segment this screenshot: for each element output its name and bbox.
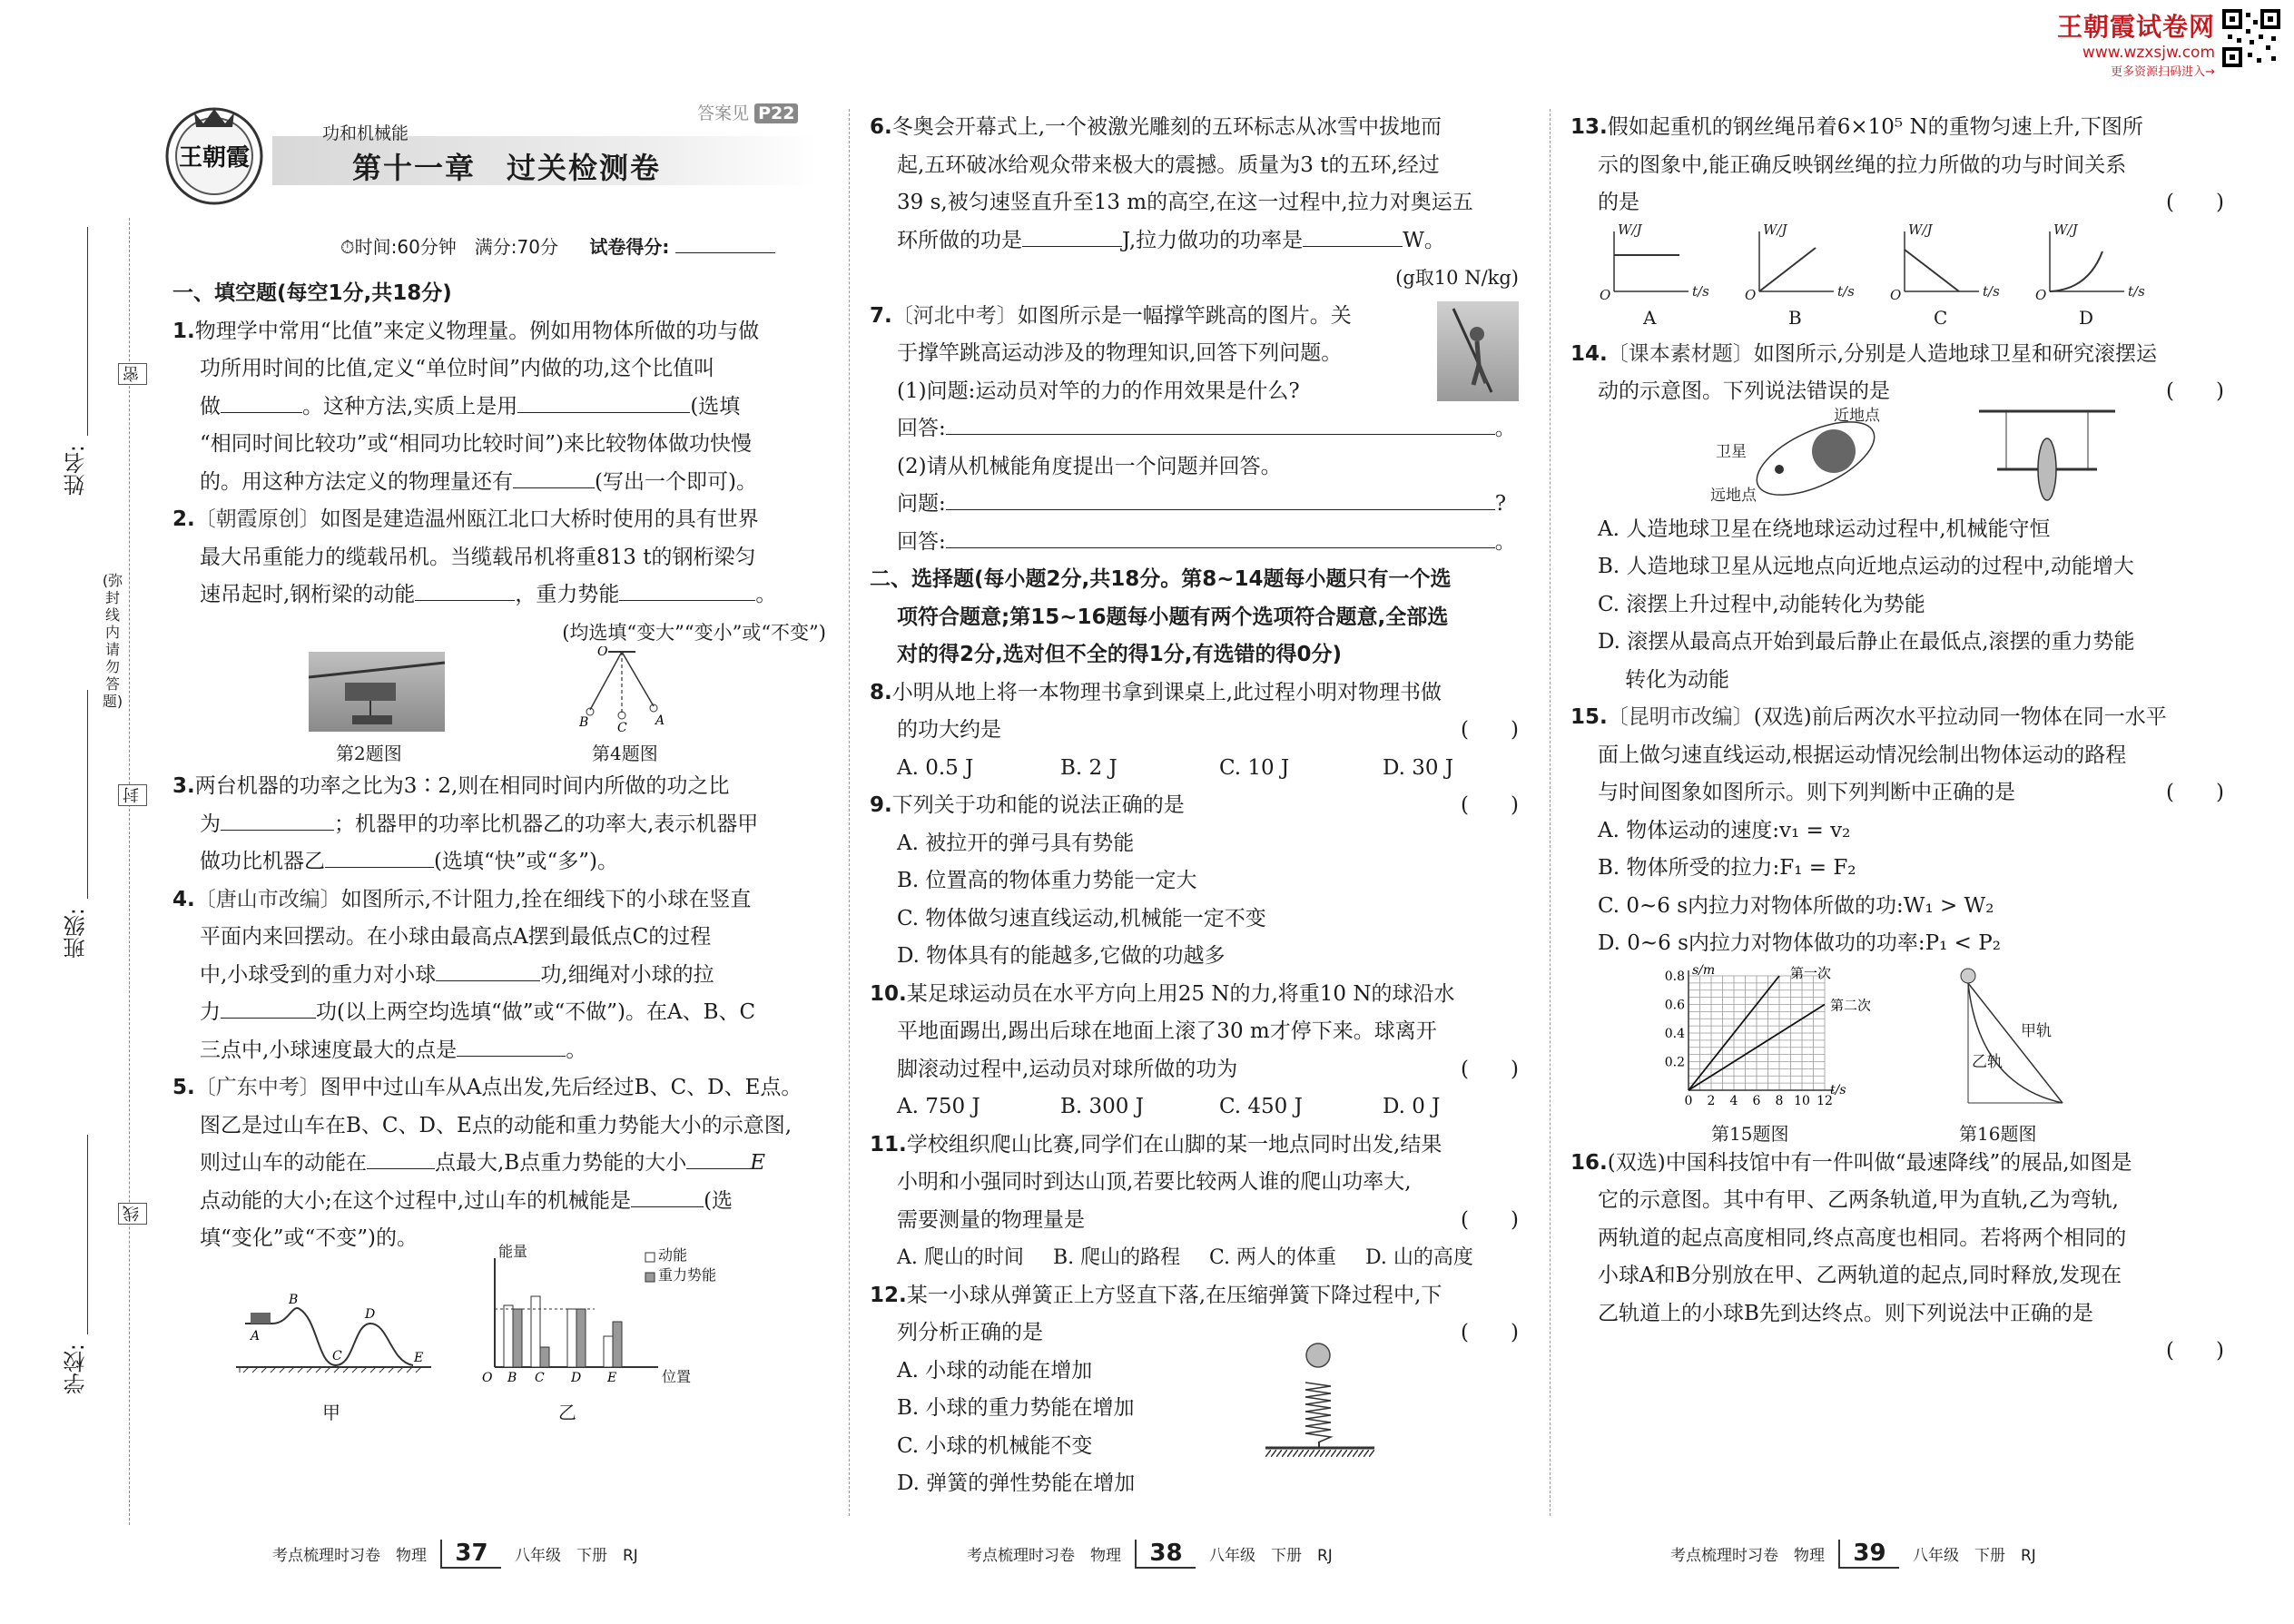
track-yi-label: 乙轨 xyxy=(1972,1052,2003,1071)
section-2-line3: 对的得2分,选对但不全的得1分,有选错的得0分) xyxy=(897,643,1342,666)
q1-line4: “相同时间比较功”或“相同功比较时间”)来比较物体做功快慢 xyxy=(200,432,753,456)
q13-graph-a[interactable] xyxy=(1598,221,1716,332)
x-tick-label: 4 xyxy=(1729,1093,1738,1108)
q1-line3c: (选填 xyxy=(690,394,741,418)
column-divider-2 xyxy=(1550,109,1551,1516)
brachistochrone-figure xyxy=(1952,967,2070,1112)
class-field-label: 班级: xyxy=(64,908,89,960)
q4-line3b: 功,细绳对小球的拉 xyxy=(540,962,714,987)
svg-text:O: O xyxy=(597,646,608,659)
q16-line2: 它的示意图。其中有甲、乙两条轨道,甲为直轨,乙为弯轨, xyxy=(1598,1188,2119,1212)
q10-option-c[interactable]: C. 450 J xyxy=(1219,1095,1303,1118)
q15-line1: (双选)前后两次水平拉动同一物体在同一水平 xyxy=(1753,705,2167,729)
roller-coaster-figure xyxy=(236,1267,436,1394)
section-1-heading: 一、填空题(每空1分,共18分) xyxy=(172,281,452,305)
q1-line3a: 做 xyxy=(200,394,221,418)
q8-option-c[interactable]: C. 10 J xyxy=(1219,755,1290,780)
school-field-line[interactable] xyxy=(87,1135,88,1334)
column-3 xyxy=(1570,109,2224,1371)
q11-line3: 需要测量的物理量是 xyxy=(897,1207,1085,1232)
q16-line4: 小球A和B分别放在甲、乙两轨道的起点,同时释放,发现在 xyxy=(1598,1264,2122,1287)
q13-line3: 的是 xyxy=(1598,191,1639,214)
question-11 xyxy=(870,1127,1519,1277)
q5-blank-3[interactable] xyxy=(631,1183,704,1207)
q1-number: 1. xyxy=(172,319,195,343)
maxwell-wheel-figure xyxy=(1970,404,2124,508)
q13-c-axis-t: t/s xyxy=(1983,282,2000,300)
q13-graph-c[interactable] xyxy=(1888,221,2006,332)
q13-b-axis-o: O xyxy=(1745,286,1757,303)
question-14 xyxy=(1570,336,2224,700)
q12-answer-paren[interactable]: ( ) xyxy=(1461,1321,1519,1344)
q15-option-c[interactable]: C. 0~6 s内拉力对物体所做的功:W₁ > W₂ xyxy=(1598,893,1994,918)
q8-option-d[interactable]: D. 30 J xyxy=(1383,755,1454,780)
q8-option-a[interactable]: A. 0.5 J xyxy=(897,755,974,780)
q10-options xyxy=(870,1088,1519,1127)
q2-line3c: 。 xyxy=(755,583,777,606)
q5-line2: 图乙是过山车在B、C、D、E点的动能和重力势能大小的示意图, xyxy=(200,1113,793,1137)
svg-text:C: C xyxy=(617,721,627,733)
q6-blank-1[interactable] xyxy=(1022,222,1122,247)
q8-line2: 的功大约是 xyxy=(897,718,1001,742)
q13-a-axis-t: t/s xyxy=(1692,282,1709,300)
q7-answer1-input[interactable] xyxy=(946,410,1495,435)
q2-blank-2[interactable] xyxy=(619,576,755,601)
question-9 xyxy=(870,787,1519,976)
q14-source: 〔课本素材题〕 xyxy=(1607,341,1754,366)
answer-ref xyxy=(697,100,798,124)
q13-graphs xyxy=(1570,222,2224,336)
section-2-heading xyxy=(870,561,1519,674)
question-6 xyxy=(870,109,1519,298)
svg-text:B: B xyxy=(507,1370,517,1385)
q4-line4b: 功(以上两空均选填“做”或“不做”)。在A、B、C xyxy=(316,1000,756,1024)
logo-text: 王朝霞 xyxy=(178,144,251,172)
footer-page-39 xyxy=(1670,1540,2036,1567)
q13-answer-paren[interactable]: ( ) xyxy=(2166,191,2224,214)
q12-line2: 列分析正确的是 xyxy=(897,1321,1043,1344)
seal-note: (弥封线内请勿答题) xyxy=(102,572,123,710)
q6-line1: 冬奥会开幕式上,一个被激光雕刻的五环标志从冰雪中拔地而 xyxy=(891,115,1442,139)
page-number: 38 xyxy=(1135,1540,1195,1569)
q16-number: 16. xyxy=(1570,1150,1608,1175)
track-jia-label: 甲轨 xyxy=(2021,1021,2052,1040)
legend-potential: 重力势能 xyxy=(658,1265,717,1284)
svg-text:C: C xyxy=(535,1370,545,1385)
q5-line4b: (选 xyxy=(704,1188,733,1213)
axis-energy-label: 能量 xyxy=(498,1242,528,1260)
q12-option-b[interactable]: B. 小球的重力势能在增加 xyxy=(897,1396,1135,1420)
q9-option-b[interactable]: B. 位置高的物体重力势能一定大 xyxy=(897,869,1197,892)
q11-option-c[interactable]: C. 两人的体重 xyxy=(1209,1246,1337,1269)
q11-options xyxy=(870,1239,1519,1277)
footer-page-37 xyxy=(272,1540,638,1567)
footer-page-38 xyxy=(967,1540,1333,1567)
svg-text:E: E xyxy=(607,1370,617,1385)
q2-source: 〔朝霞原创〕 xyxy=(194,507,320,531)
q5-number: 5. xyxy=(172,1076,195,1099)
q14-line2: 动的示意图。下列说法错误的是 xyxy=(1598,379,1890,403)
answer-ref-label: 答案见 xyxy=(697,103,750,123)
seal-line xyxy=(129,218,130,1525)
q10-line2: 平地面踢出,踢出后球在地面上滚了30 m才停下来。球离开 xyxy=(897,1019,1437,1043)
column-2 xyxy=(870,109,1519,1503)
q6-line4c: W。 xyxy=(1403,228,1445,252)
q9-option-c[interactable]: C. 物体做匀速直线运动,机械能一定不变 xyxy=(897,906,1266,930)
q5-source: 〔广东中考〕 xyxy=(194,1076,320,1099)
brand-more: 更多资源扫码进入→ xyxy=(2111,65,2215,79)
q10-line3: 脚滚动过程中,运动员对球所做的功为 xyxy=(897,1057,1238,1081)
q7-answer2-label: 回答: xyxy=(897,529,946,554)
q4-line3a: 中,小球受到的重力对小球 xyxy=(200,962,437,987)
q16-line3: 两轨道的起点高度相同,终点高度也相同。若将两个相同的 xyxy=(1598,1225,2127,1250)
energy-bar-figure xyxy=(477,1242,731,1403)
q13-number: 13. xyxy=(1570,115,1608,139)
fig16-caption: 第16题图 xyxy=(1959,1122,2037,1145)
q9-option-a[interactable]: A. 被拉开的弹弓具有势能 xyxy=(897,831,1135,855)
q4-line4a: 力 xyxy=(200,1000,221,1024)
svg-text:B: B xyxy=(289,1292,299,1307)
x-tick-label: 12 xyxy=(1816,1093,1833,1108)
q14-option-b[interactable]: B. 人造地球卫星从远地点向近地点运动的过程中,动能增大 xyxy=(1598,555,2134,578)
q14-option-a[interactable]: A. 人造地球卫星在绕地球运动过程中,机械能守恒 xyxy=(1598,517,2051,541)
brand-name: 王朝霞试卷网 xyxy=(2056,12,2215,42)
q11-option-a[interactable]: A. 爬山的时间 xyxy=(897,1246,1024,1269)
q5-line3c: E xyxy=(750,1151,766,1175)
question-13 xyxy=(1570,109,2224,336)
q8-option-b[interactable]: B. 2 J xyxy=(1060,755,1117,780)
q7-number: 7. xyxy=(870,303,892,328)
q14-option-d-cont: 转化为动能 xyxy=(1625,667,1729,692)
svg-text:O: O xyxy=(482,1370,493,1385)
exam-score-label: 试卷得分: xyxy=(589,236,670,258)
q10-line1: 某足球运动员在水平方向上用25 N的力,将重10 N的球沿水 xyxy=(906,981,1455,1006)
fig5-label-yi: 乙 xyxy=(558,1401,576,1423)
q5-line4a: 点动能的大小;在这个过程中,过山车的机械能是 xyxy=(200,1188,632,1213)
q13-a-axis-o: O xyxy=(1600,286,1611,303)
brand-block xyxy=(2024,7,2215,79)
class-field-line[interactable] xyxy=(87,690,88,899)
q2-blank-1[interactable] xyxy=(415,576,515,601)
seal-mark-feng: 封 xyxy=(118,784,147,806)
footer-grade: 八年级 下册 RJ xyxy=(515,1547,638,1565)
svg-text:C: C xyxy=(332,1348,342,1363)
q1-line2: 功所用时间的比值,定义“单位时间”内做的功,这个比值叫 xyxy=(200,357,715,380)
q11-option-d[interactable]: D. 山的高度 xyxy=(1365,1246,1473,1269)
q6-line3: 39 s,被匀速竖直升至13 m的高空,在这一过程中,拉力对奥运五 xyxy=(897,191,1473,214)
question-8 xyxy=(870,674,1519,788)
question-15 xyxy=(1570,699,2224,1145)
q1-line1: 物理学中常用“比值”来定义物理量。例如用物体所做的功与做 xyxy=(194,319,760,343)
question-3 xyxy=(172,768,826,881)
q8-answer-paren[interactable]: ( ) xyxy=(1461,718,1519,742)
question-5 xyxy=(172,1069,826,1258)
svg-text:E: E xyxy=(414,1350,424,1365)
seal-mark-mi: 密 xyxy=(118,363,147,385)
series-label-1: 第一次 xyxy=(1790,964,1832,981)
q4-line5a: 三点中,小球速度最大的点是 xyxy=(200,1038,458,1062)
q3-line2b: ；机器甲的功率比机器乙的功率大,表示机器甲 xyxy=(334,812,759,836)
axis-position-label: 位置 xyxy=(662,1367,692,1385)
q3-line3b: (选填“快”或“多”)。 xyxy=(434,850,618,873)
q11-answer-paren[interactable]: ( ) xyxy=(1461,1207,1519,1232)
q7-question-label: 问题: xyxy=(897,492,946,516)
q10-option-a[interactable]: A. 750 J xyxy=(897,1095,980,1118)
svg-text:D: D xyxy=(571,1370,582,1385)
svg-text:D: D xyxy=(365,1306,376,1322)
q1-blank-2[interactable] xyxy=(517,389,690,413)
legend-kinetic: 动能 xyxy=(658,1245,688,1264)
q16-answer-paren[interactable]: ( ) xyxy=(2166,1339,2224,1363)
q6-line4a: 环所做的功是 xyxy=(897,228,1022,252)
q14-option-d[interactable]: D. 滚摆从最高点开始到最后静止在最低点,滚摆的重力势能 xyxy=(1598,630,2135,654)
name-field-line[interactable] xyxy=(87,227,88,436)
q16-line1: (双选)中国科技馆中有一件叫做“最速降线”的展品,如图是 xyxy=(1607,1150,2132,1175)
distance-time-chart xyxy=(1661,963,1870,1117)
series-label-2: 第二次 xyxy=(1830,997,1870,1013)
y-tick-label: 0.6 xyxy=(1664,998,1685,1012)
q13-line1: 假如起重机的钢丝绳吊着6×10⁵ N的重物匀速上升,下图所 xyxy=(1607,115,2143,139)
y-tick-label: 0.4 xyxy=(1664,1026,1685,1041)
q5-line5: 填“变化”或“不变”)的。 xyxy=(200,1226,418,1250)
q15-q16-figures xyxy=(1570,963,2224,1145)
section-2-line2: 项符合题意;第15~16题每小题有两个选项符合题意,全部选 xyxy=(897,605,1449,629)
question-4 xyxy=(172,881,826,1070)
q13-line2: 示的图象中,能正确反映钢丝绳的拉力所做的功与时间关系 xyxy=(1598,153,2127,177)
x-tick-label: 6 xyxy=(1752,1093,1761,1108)
q13-c-axis-o: O xyxy=(1890,286,1902,303)
q15-option-a[interactable]: A. 物体运动的速度:v₁ = v₂ xyxy=(1598,818,1851,842)
q7-sub1: (1)问题:运动员对竿的力的作用效果是什么? xyxy=(897,379,1300,403)
q7-answer2-input[interactable] xyxy=(946,524,1495,548)
footer-book: 考点梳理时习卷 物理 xyxy=(967,1547,1121,1565)
fig15-caption: 第15题图 xyxy=(1711,1122,1789,1145)
q13-label-c: C xyxy=(1934,306,1948,329)
brand-url[interactable]: www.wzxsjw.com xyxy=(2082,44,2215,62)
x-tick-label: 8 xyxy=(1775,1093,1784,1108)
q13-graph-b[interactable] xyxy=(1743,221,1861,332)
q8-line1: 小明从地上将一本物理书拿到课桌上,此过程小明对物理书做 xyxy=(891,680,1442,704)
q13-b-axis-t: t/s xyxy=(1837,282,1855,300)
satellite-orbit-figure xyxy=(1710,406,1897,507)
q11-line2: 小明和小强同时到达山顶,若要比较两人谁的爬山功率大, xyxy=(897,1170,1412,1194)
q15-line2: 面上做匀速直线运动,根据运动情况绘制出物体运动的路程 xyxy=(1598,743,2127,767)
q8-number: 8. xyxy=(870,680,892,704)
q6-number: 6. xyxy=(870,115,892,139)
q13-c-axis-w: W/J xyxy=(1908,221,1933,238)
x-tick-label: 10 xyxy=(1794,1093,1810,1108)
q6-line4b: J,拉力做功的功率是 xyxy=(1122,228,1304,252)
q3-line2a: 为 xyxy=(200,812,221,836)
question-1 xyxy=(172,313,826,502)
fig5-label-jia: 甲 xyxy=(322,1401,340,1423)
exam-meta xyxy=(340,229,775,259)
q14-option-c[interactable]: C. 滚摆上升过程中,动能转化为势能 xyxy=(1598,592,1925,616)
q2-line3a: 速吊起时,钢桁梁的动能 xyxy=(200,583,416,606)
q3-line3a: 做功比机器乙 xyxy=(200,850,325,873)
q7-sub2: (2)请从机械能角度提出一个问题并回答。 xyxy=(897,454,1282,478)
q5-blank-1[interactable] xyxy=(367,1145,435,1169)
footer-book: 考点梳理时习卷 物理 xyxy=(272,1547,427,1565)
x-axis-label: t/s xyxy=(1830,1082,1846,1097)
q3-blank-2[interactable] xyxy=(325,843,434,868)
page-number: 37 xyxy=(440,1540,500,1569)
pendulum-figure xyxy=(572,646,672,733)
q12-line1: 某一小球从弹簧正上方竖直下落,在压缩弹簧下降过程中,下 xyxy=(906,1283,1442,1307)
exam-meta-time: ⏱时间:60分钟 满分:70分 xyxy=(340,236,558,258)
q1-line5b: (写出一个即可)。 xyxy=(595,469,757,494)
q1-line5a: 的。用这种方法定义的物理量还有 xyxy=(200,469,513,494)
school-field-label: 学校: xyxy=(64,1343,89,1395)
q13-graph-d[interactable] xyxy=(2033,221,2151,332)
q12-option-c[interactable]: C. 小球的机械能不变 xyxy=(897,1433,1093,1458)
exam-score-input[interactable] xyxy=(675,229,775,253)
q9-number: 9. xyxy=(870,793,892,817)
x-tick-label: 2 xyxy=(1707,1093,1716,1108)
chapter-title: 第十一章 过关检测卷 xyxy=(352,151,662,185)
q2-line1: 如图是建造温州瓯江北口大桥时使用的具有世界 xyxy=(320,507,759,531)
q3-number: 3. xyxy=(172,774,195,798)
q3-blank-1[interactable] xyxy=(221,806,334,831)
page-number: 39 xyxy=(1838,1540,1898,1569)
q7-line2: 于撑竿跳高运动涉及的物理知识,回答下列问题。 xyxy=(897,341,1343,365)
name-field-label: 姓名: xyxy=(64,445,89,497)
svg-text:A: A xyxy=(655,714,665,728)
q13-label-d: D xyxy=(2079,306,2094,329)
question-10 xyxy=(870,976,1519,1127)
q14-figures xyxy=(1570,406,2224,511)
q13-a-axis-w: W/J xyxy=(1618,221,1642,238)
seal-mark-xian: 线 xyxy=(118,1203,147,1225)
q15-source: 〔昆明市改编〕 xyxy=(1607,705,1754,729)
q13-d-axis-w: W/J xyxy=(2053,221,2078,238)
q11-option-b[interactable]: B. 爬山的路程 xyxy=(1053,1246,1181,1269)
q4-number: 4. xyxy=(172,887,195,911)
q3-line1: 两台机器的功率之比为3∶2,则在相同时间内所做的功之比 xyxy=(194,774,730,798)
svg-text:A: A xyxy=(251,1328,261,1343)
q12-option-d[interactable]: D. 弹簧的弹性势能在增加 xyxy=(897,1471,1136,1495)
q9-line1: 下列关于功和能的说法正确的是 xyxy=(891,793,1185,817)
q2-line3b: ，重力势能 xyxy=(515,583,620,606)
footer-grade: 八年级 下册 RJ xyxy=(1913,1547,2036,1565)
q8-options xyxy=(870,750,1519,788)
figures-2-4 xyxy=(172,646,826,768)
q6-line2: 起,五环破冰给观众带来极大的震撼。质量为3 t的五环,经过 xyxy=(897,153,1440,177)
y-tick-label: 0.2 xyxy=(1664,1055,1685,1069)
q4-blank-1[interactable] xyxy=(436,957,540,981)
q14-number: 14. xyxy=(1570,341,1608,366)
y-tick-label: 0.8 xyxy=(1664,969,1685,984)
q4-line1: 如图所示,不计阻力,拴在细线下的小球在竖直 xyxy=(340,887,752,911)
q10-number: 10. xyxy=(870,981,907,1006)
q7-answer1-label: 回答: xyxy=(897,417,946,440)
footer-book: 考点梳理时习卷 物理 xyxy=(1670,1547,1825,1565)
q11-line1: 学校组织爬山比赛,同学们在山脚的某一地点同时出发,结果 xyxy=(906,1132,1442,1156)
q4-blank-3[interactable] xyxy=(457,1032,566,1057)
y-axis-label: s/m xyxy=(1692,962,1716,978)
q13-d-axis-t: t/s xyxy=(2128,282,2145,300)
q4-source: 〔唐山市改编〕 xyxy=(194,887,341,911)
q5-line3a: 则过山车的动能在 xyxy=(200,1151,367,1175)
footer-grade: 八年级 下册 RJ xyxy=(1209,1547,1333,1565)
q15-number: 15. xyxy=(1570,705,1608,729)
q4-line2: 平面内来回摆动。在小球由最高点A摆到最低点C的过程 xyxy=(200,925,712,949)
q6-note: (g取10 N/kg) xyxy=(1395,267,1519,289)
question-16 xyxy=(1570,1145,2224,1371)
q14-answer-paren[interactable]: ( ) xyxy=(2166,379,2224,403)
q6-blank-2[interactable] xyxy=(1303,222,1403,247)
q10-option-d[interactable]: D. 0 J xyxy=(1383,1095,1441,1118)
pole-vault-photo xyxy=(1437,301,1519,401)
q13-label-a: A xyxy=(1643,306,1657,329)
q13-d-axis-o: O xyxy=(2035,286,2047,303)
q4-blank-2[interactable] xyxy=(221,994,316,1019)
question-2 xyxy=(172,501,826,652)
q12-option-a[interactable]: A. 小球的动能在增加 xyxy=(897,1358,1093,1383)
q14-label-satellite: 卫星 xyxy=(1716,442,1747,461)
q4-line5b: 。 xyxy=(566,1038,587,1062)
q13-b-axis-w: W/J xyxy=(1763,221,1787,238)
spring-ball-figure xyxy=(1260,1341,1378,1468)
q9-option-d[interactable]: D. 物体具有的能越多,它做的功越多 xyxy=(897,944,1226,968)
q1-line3b: 。这种方法,实质上是用 xyxy=(302,394,518,418)
q5-line1: 图甲中过山车从A点出发,先后经过B、C、D、E点。 xyxy=(320,1076,802,1099)
svg-text:B: B xyxy=(579,715,589,730)
header-subject-tag: 功和机械能 xyxy=(322,123,409,143)
q12-number: 12. xyxy=(870,1283,907,1307)
q2-note: (均选填“变大”“变小”或“不变”) xyxy=(562,621,826,644)
q10-answer-paren[interactable]: ( ) xyxy=(1461,1057,1519,1081)
q2-number: 2. xyxy=(172,507,195,531)
question-7: 7.〔河北中考〕如图所示是一幅撑竿跳高的图片。关 于撑竿跳高运动涉及的物理知识,回答下列问题。 (1)问题:运动员对竿的力的作用效果是什么? 回答: 。 (2)请从机械能角度提出一个问题并回答。 问题: ? 回答: 。 xyxy=(870,298,1519,562)
answer-ref-page: P22 xyxy=(754,103,798,123)
q2-line2: 最大吊重能力的缆载吊机。当缆载吊机将重813 t的钢桁梁匀 xyxy=(200,545,756,569)
question-12 xyxy=(870,1277,1519,1503)
fig4-caption: 第4题图 xyxy=(592,743,658,764)
q16-line5: 乙轨道上的小球B先到达终点。则下列说法中正确的是 xyxy=(1598,1301,2093,1325)
qr-code[interactable] xyxy=(2222,9,2280,67)
q15-line3: 与时间图象如图所示。则下列判断中正确的是 xyxy=(1598,781,2015,804)
fig2-caption: 第2题图 xyxy=(336,743,402,764)
q13-label-b: B xyxy=(1788,306,1802,329)
q1-blank-1[interactable] xyxy=(221,389,302,413)
q14-label-perigee: 近地点 xyxy=(1834,406,1880,425)
column-divider-1 xyxy=(849,109,850,1516)
figure-5 xyxy=(172,1242,826,1423)
q15-option-d[interactable]: D. 0~6 s内拉力对物体做功的功率:P₁ < P₂ xyxy=(1598,931,2001,955)
q1-blank-3[interactable] xyxy=(513,464,595,488)
q14-line1: 如图所示,分别是人造地球卫星和研究滚摆运 xyxy=(1753,341,2158,366)
q9-answer-paren[interactable]: ( ) xyxy=(1461,793,1519,817)
q5-blank-2[interactable] xyxy=(686,1145,750,1169)
q14-label-apogee: 远地点 xyxy=(1710,486,1757,505)
crane-photo xyxy=(309,652,445,732)
q10-option-b[interactable]: B. 300 J xyxy=(1060,1095,1144,1118)
q11-number: 11. xyxy=(870,1132,907,1156)
section-2-line1: 二、选择题(每小题2分,共18分。第8~14题每小题只有一个选 xyxy=(870,567,1452,591)
q7-question-input[interactable] xyxy=(946,486,1495,510)
x-tick-label: 0 xyxy=(1684,1093,1693,1108)
q5-line3b: 点最大,B点重力势能的大小 xyxy=(435,1151,687,1175)
q15-option-b[interactable]: B. 物体所受的拉力:F₁ = F₂ xyxy=(1598,856,1856,880)
q7-source: 〔河北中考〕 xyxy=(891,303,1018,328)
q15-answer-paren[interactable]: ( ) xyxy=(2166,781,2224,804)
q7-line1: 如图所示是一幅撑竿跳高的图片。关 xyxy=(1017,303,1352,328)
logo xyxy=(160,100,269,209)
column-1 xyxy=(172,275,826,1422)
